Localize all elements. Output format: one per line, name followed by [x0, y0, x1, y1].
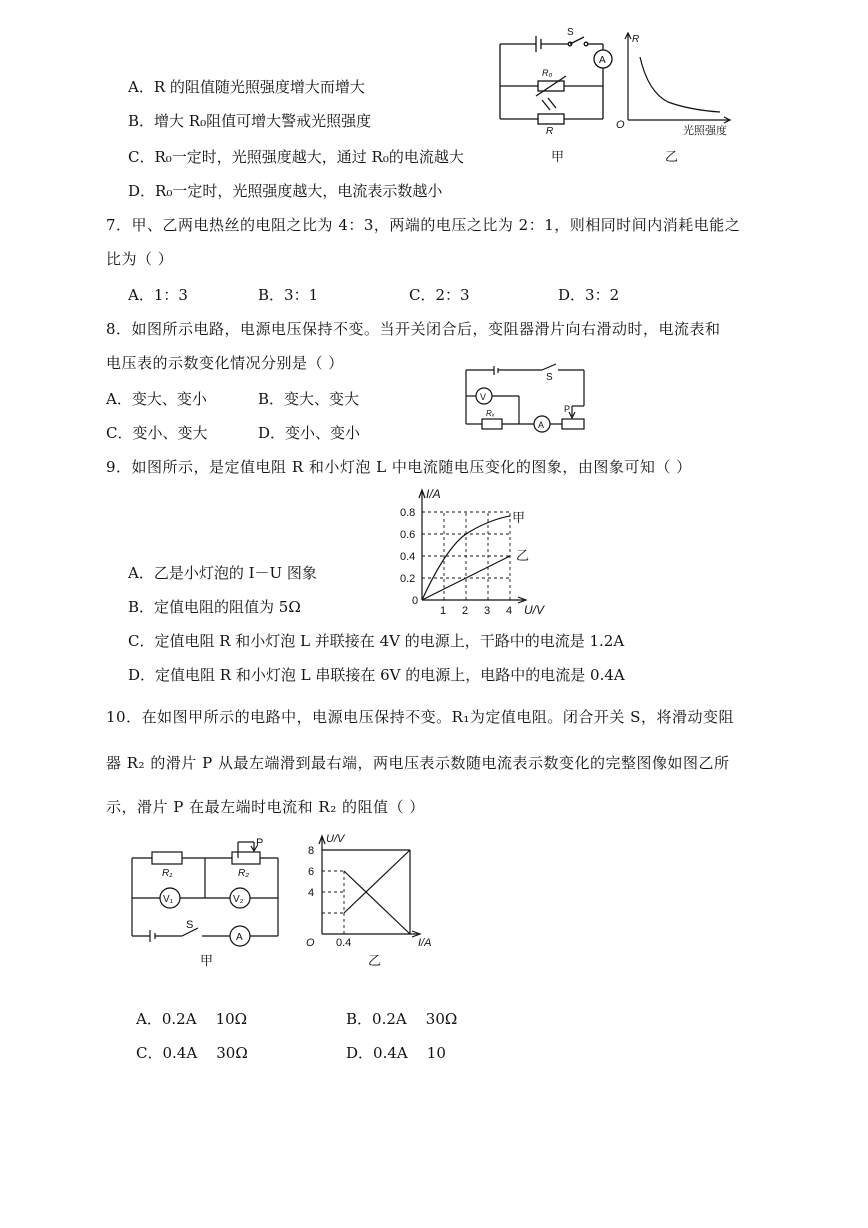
q10-option-c: C．0.4A 30Ω	[136, 1044, 248, 1062]
q10-graph-origin: O	[306, 937, 315, 949]
q10-ytick-6: 6	[308, 866, 315, 878]
q9-xtick-4: 4	[506, 605, 513, 617]
q9-xtick-3: 3	[484, 605, 491, 617]
q6-option-b: B．增大 R₀阻值可增大警戒光照强度	[128, 112, 372, 130]
q10-v1-label: V₁	[163, 894, 174, 905]
q6-switch-label: S	[567, 27, 574, 38]
q9-option-a: A．乙是小灯泡的 I－U 图象	[128, 564, 317, 582]
q8-option-c: C．变小、变大	[106, 424, 208, 442]
q9-series-yi-label: 乙	[516, 548, 530, 563]
q10-fig-yi-caption: 乙	[368, 954, 382, 969]
q10-option-a: A．0.2A 10Ω	[136, 1010, 248, 1028]
q7-stem-line2: 比为（ ）	[106, 250, 174, 268]
q9-origin: 0	[412, 595, 419, 607]
q10-ytick-4: 4	[308, 887, 315, 899]
q10-stem-line1: 10．在如图甲所示的电路中，电源电压保持不变。R₁为定值电阻。闭合开关 S，将滑动变阻	[106, 708, 734, 726]
q6-fig-yi-caption: 乙	[665, 150, 679, 165]
q9-chart-ylabel: I/A	[426, 487, 441, 501]
q10-option-d: D．0.4A 10	[346, 1044, 446, 1062]
q10-xtick-04: 0.4	[336, 937, 352, 949]
q9-option-c: C．定值电阻 R 和小灯泡 L 并联接在 4V 的电源上，干路中的电流是 1.2A	[128, 632, 625, 650]
q9-ytick-06: 0.6	[400, 529, 416, 541]
q6-r0-label: R₀	[542, 68, 553, 78]
q6-fig-jia-caption: 甲	[551, 150, 565, 165]
q10-fig-jia-caption: 甲	[200, 954, 214, 969]
q9-xtick-1: 1	[440, 605, 447, 617]
q6-circuit-diagram	[498, 24, 618, 154]
q8-rx-label: Rₓ	[486, 409, 495, 418]
q10-ui-graph	[300, 830, 440, 950]
q10-stem-line2: 器 R₂ 的滑片 P 从最左端滑到最右端，两电压表示数随电流表示数变化的完整图像如图乙所	[106, 754, 730, 772]
q8-stem-line2: 电压表的示数变化情况分别是（ ）	[106, 354, 344, 372]
q10-graph-xlabel: I/A	[418, 937, 432, 949]
q9-ytick-04: 0.4	[400, 551, 416, 563]
q9-xtick-2: 2	[462, 605, 469, 617]
q10-v2-label: V₂	[233, 894, 244, 905]
q8-option-b: B．变大、变大	[258, 390, 360, 408]
q7-stem-line1: 7．甲、乙两电热丝的电阻之比为 4：3，两端的电压之比为 2：1，则相同时间内消耗电能之	[106, 216, 741, 234]
q10-switch-label: S	[186, 919, 194, 931]
q8-slider-label: P	[564, 404, 571, 414]
q8-switch-label: S	[546, 372, 553, 383]
q6-graph-xlabel: 光照强度	[683, 124, 727, 137]
q7-option-c: C．2：3	[409, 286, 470, 304]
q6-option-d: D．R₀一定时，光照强度越大，电流表示数越小	[128, 182, 443, 200]
q8-ammeter-label: A	[538, 420, 545, 430]
q8-voltmeter-label: V	[480, 392, 487, 402]
q8-circuit-diagram	[464, 366, 594, 438]
q6-ammeter-label: A	[599, 55, 606, 66]
q7-option-a: A．1：3	[128, 286, 188, 304]
q8-option-a: A．变大、变小	[106, 390, 207, 408]
q9-chart-xlabel: U/V	[524, 603, 545, 617]
q9-ytick-02: 0.2	[400, 573, 416, 585]
q6-option-c: C．R₀一定时，光照强度越大，通过 R₀的电流越大	[128, 148, 464, 166]
q8-stem-line1: 8．如图所示电路，电源电压保持不变。当开关闭合后，变阻器滑片向右滑动时，电流表和	[106, 320, 721, 338]
q6-r-label: R	[546, 126, 554, 137]
q9-option-b: B．定值电阻的阻值为 5Ω	[128, 598, 301, 616]
q9-stem: 9．如图所示，是定值电阻 R 和小灯泡 L 中电流随电压变化的图象，由图象可知（ ）	[106, 458, 692, 476]
q6-r-light-graph	[616, 32, 740, 132]
q9-ytick-08: 0.8	[400, 507, 416, 519]
q7-option-b: B．3：1	[258, 286, 319, 304]
q10-circuit-diagram	[130, 836, 290, 946]
q9-iu-chart	[396, 486, 556, 616]
q9-series-jia-label: 甲	[512, 510, 526, 525]
q6-graph-ylabel: R	[632, 34, 640, 45]
q10-ammeter-label: A	[236, 932, 243, 943]
q10-r1-label: R₁	[162, 868, 173, 879]
q10-slider-label: P	[256, 837, 264, 849]
q7-option-d: D．3：2	[558, 286, 620, 304]
q10-stem-line3: 示，滑片 P 在最左端时电流和 R₂ 的阻值（ ）	[106, 798, 425, 816]
q9-option-d: D．定值电阻 R 和小灯泡 L 串联接在 6V 的电源上，电路中的电流是 0.4A	[128, 666, 625, 684]
q6-graph-origin: O	[616, 119, 625, 131]
q10-option-b: B．0.2A 30Ω	[346, 1010, 458, 1028]
q10-r2-label: R₂	[238, 868, 250, 879]
q6-option-a: A．R 的阻值随光照强度增大而增大	[128, 78, 365, 96]
q10-ytick-8: 8	[308, 845, 315, 857]
q10-graph-ylabel: U/V	[326, 833, 345, 845]
q8-option-d: D．变小、变小	[258, 424, 361, 442]
